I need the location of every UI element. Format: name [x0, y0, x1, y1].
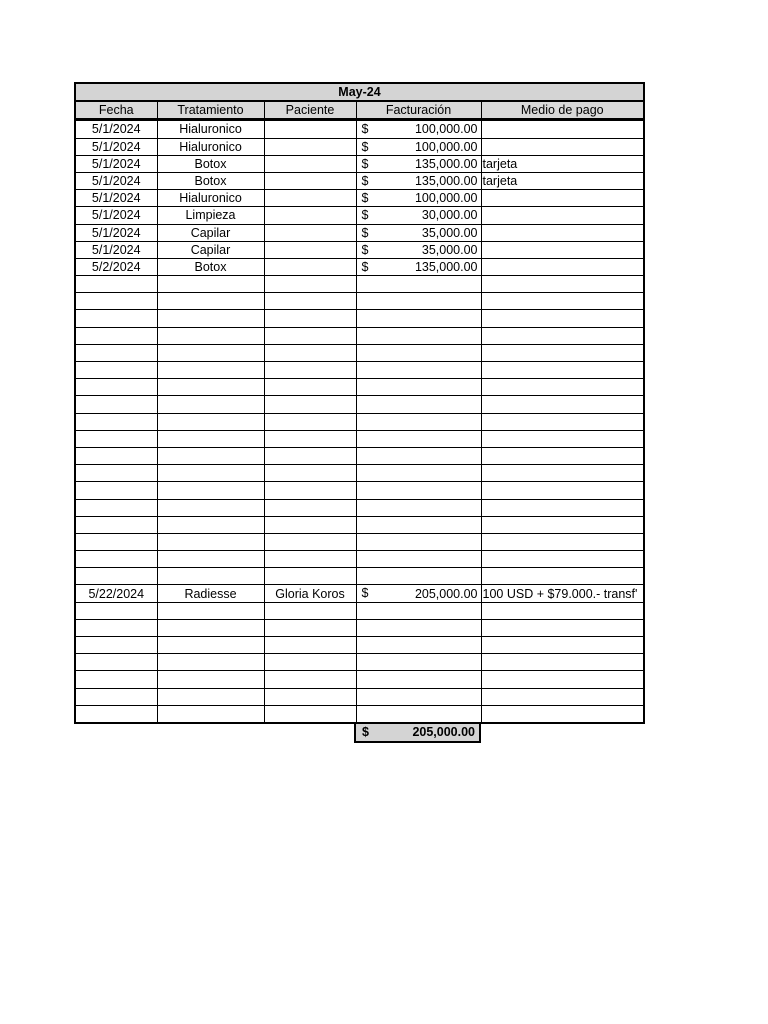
cell-facturacion[interactable]	[356, 430, 481, 447]
cell-medio-de-pago[interactable]	[481, 224, 644, 241]
cell-medio-de-pago[interactable]	[481, 705, 644, 723]
cell-facturacion[interactable]	[356, 396, 481, 413]
cell-fecha[interactable]: 5/22/2024	[75, 585, 157, 602]
cell-paciente[interactable]: Gloria Koros	[264, 585, 356, 602]
table-row	[75, 619, 644, 636]
cell-paciente[interactable]	[264, 619, 356, 636]
cell-medio-de-pago[interactable]: 100 USD + $79.000.- transf'	[481, 585, 644, 602]
cell-paciente[interactable]	[264, 310, 356, 327]
cell-facturacion[interactable]	[356, 155, 481, 172]
cell-fecha[interactable]	[75, 482, 157, 499]
cell-fecha[interactable]	[75, 688, 157, 705]
header-fecha[interactable]: Fecha	[75, 101, 157, 120]
cell-tratamiento[interactable]	[157, 482, 264, 499]
table-row	[75, 568, 644, 585]
cell-tratamiento[interactable]	[157, 327, 264, 344]
table-row	[75, 138, 644, 155]
amount-value: 100,000.00	[414, 122, 478, 137]
cell-fecha[interactable]: 5/1/2024	[75, 224, 157, 241]
cell-tratamiento[interactable]	[157, 362, 264, 379]
cell-paciente[interactable]	[264, 430, 356, 447]
table-row	[75, 551, 644, 568]
amount-value: 135,000.00	[414, 174, 478, 189]
cell-fecha[interactable]	[75, 654, 157, 671]
cell-fecha[interactable]	[75, 413, 157, 430]
cell-medio-de-pago[interactable]	[481, 276, 644, 293]
cell-fecha[interactable]	[75, 293, 157, 310]
cell-tratamiento[interactable]: Limpieza	[157, 207, 264, 224]
cell-tratamiento[interactable]: Botox	[157, 258, 264, 275]
sheet-title[interactable]: May-24	[75, 83, 644, 101]
cell-paciente[interactable]	[264, 155, 356, 172]
table-row	[75, 207, 644, 224]
cell-medio-de-pago[interactable]	[481, 551, 644, 568]
cell-facturacion[interactable]	[356, 293, 481, 310]
cell-fecha[interactable]	[75, 637, 157, 654]
cell-medio-de-pago[interactable]	[481, 207, 644, 224]
cell-facturacion[interactable]	[356, 138, 481, 155]
cell-paciente[interactable]	[264, 379, 356, 396]
cell-paciente[interactable]	[264, 447, 356, 464]
header-medio-de-pago[interactable]: Medio de pago	[481, 101, 644, 120]
header-tratamiento[interactable]: Tratamiento	[157, 101, 264, 120]
cell-medio-de-pago[interactable]	[481, 619, 644, 636]
total-currency: $	[362, 725, 369, 739]
cell-medio-de-pago[interactable]	[481, 310, 644, 327]
cell-paciente[interactable]	[264, 602, 356, 619]
cell-facturacion[interactable]	[356, 327, 481, 344]
table-row	[75, 276, 644, 293]
cell-medio-de-pago[interactable]	[481, 482, 644, 499]
cell-paciente[interactable]	[264, 120, 356, 138]
total-cell[interactable]	[354, 722, 481, 743]
table-row	[75, 396, 644, 413]
table-row	[75, 120, 644, 138]
cell-tratamiento[interactable]: Capilar	[157, 241, 264, 258]
cell-tratamiento[interactable]: Botox	[157, 155, 264, 172]
sheet-body	[75, 120, 644, 723]
cell-tratamiento[interactable]	[157, 293, 264, 310]
cell-medio-de-pago[interactable]	[481, 293, 644, 310]
amount-value: 35,000.00	[421, 242, 478, 257]
cell-medio-de-pago[interactable]	[481, 344, 644, 361]
cell-medio-de-pago[interactable]	[481, 637, 644, 654]
cell-fecha[interactable]	[75, 327, 157, 344]
cell-fecha[interactable]	[75, 533, 157, 550]
cell-tratamiento[interactable]	[157, 396, 264, 413]
cell-medio-de-pago[interactable]	[481, 138, 644, 155]
cell-medio-de-pago[interactable]	[481, 688, 644, 705]
cell-fecha[interactable]: 5/1/2024	[75, 172, 157, 189]
cell-paciente[interactable]	[264, 465, 356, 482]
cell-facturacion[interactable]	[356, 379, 481, 396]
table-row	[75, 344, 644, 361]
cell-medio-de-pago[interactable]: tarjeta	[481, 155, 644, 172]
cell-fecha[interactable]: 5/1/2024	[75, 190, 157, 207]
cell-fecha[interactable]	[75, 499, 157, 516]
cell-medio-de-pago[interactable]	[481, 447, 644, 464]
table-row	[75, 482, 644, 499]
cell-tratamiento[interactable]: Hialuronico	[157, 138, 264, 155]
cell-fecha[interactable]	[75, 619, 157, 636]
cell-paciente[interactable]	[264, 224, 356, 241]
currency-symbol: $	[361, 242, 369, 257]
table-row	[75, 688, 644, 705]
cell-medio-de-pago[interactable]	[481, 396, 644, 413]
amount-value: 135,000.00	[414, 156, 478, 171]
cell-fecha[interactable]: 5/2/2024	[75, 258, 157, 275]
cell-facturacion[interactable]	[356, 447, 481, 464]
cell-tratamiento[interactable]	[157, 533, 264, 550]
cell-paciente[interactable]	[264, 637, 356, 654]
cell-facturacion[interactable]	[356, 172, 481, 189]
cell-medio-de-pago[interactable]	[481, 430, 644, 447]
cell-medio-de-pago[interactable]	[481, 533, 644, 550]
cell-facturacion[interactable]	[356, 344, 481, 361]
table-row	[75, 362, 644, 379]
cell-paciente[interactable]	[264, 276, 356, 293]
cell-tratamiento[interactable]	[157, 671, 264, 688]
amount-value: 30,000.00	[421, 208, 478, 223]
cell-facturacion[interactable]	[356, 602, 481, 619]
cell-facturacion[interactable]	[356, 688, 481, 705]
cell-medio-de-pago[interactable]	[481, 499, 644, 516]
currency-symbol: $	[361, 191, 369, 206]
table-row	[75, 379, 644, 396]
cell-medio-de-pago[interactable]	[481, 516, 644, 533]
cell-paciente[interactable]	[264, 396, 356, 413]
cell-facturacion[interactable]	[356, 413, 481, 430]
cell-fecha[interactable]	[75, 568, 157, 585]
cell-facturacion[interactable]	[356, 654, 481, 671]
cell-fecha[interactable]: 5/1/2024	[75, 138, 157, 155]
header-paciente[interactable]: Paciente	[264, 101, 356, 120]
cell-medio-de-pago[interactable]	[481, 602, 644, 619]
currency-symbol: $	[361, 208, 369, 223]
cell-facturacion[interactable]	[356, 619, 481, 636]
cell-tratamiento[interactable]	[157, 705, 264, 723]
currency-symbol: $	[361, 139, 369, 154]
cell-tratamiento[interactable]	[157, 413, 264, 430]
cell-medio-de-pago[interactable]	[481, 465, 644, 482]
cell-tratamiento[interactable]	[157, 568, 264, 585]
currency-symbol: $	[361, 259, 369, 274]
cell-paciente[interactable]	[264, 172, 356, 189]
cell-paciente[interactable]	[264, 258, 356, 275]
cell-paciente[interactable]	[264, 568, 356, 585]
cell-fecha[interactable]: 5/1/2024	[75, 207, 157, 224]
cell-fecha[interactable]	[75, 379, 157, 396]
cell-paciente[interactable]	[264, 705, 356, 723]
cell-tratamiento[interactable]	[157, 465, 264, 482]
cell-facturacion[interactable]	[356, 120, 481, 138]
cell-facturacion[interactable]	[356, 258, 481, 275]
cell-paciente[interactable]	[264, 293, 356, 310]
table-row	[75, 413, 644, 430]
cell-facturacion[interactable]	[356, 276, 481, 293]
amount-value: 35,000.00	[421, 225, 478, 240]
table-row	[75, 224, 644, 241]
cell-medio-de-pago[interactable]	[481, 362, 644, 379]
cell-fecha[interactable]	[75, 310, 157, 327]
cell-paciente[interactable]	[264, 241, 356, 258]
currency-symbol: $	[361, 122, 369, 137]
cell-facturacion[interactable]	[356, 465, 481, 482]
table-row	[75, 430, 644, 447]
cell-medio-de-pago[interactable]	[481, 671, 644, 688]
cell-medio-de-pago[interactable]	[481, 654, 644, 671]
billing-sheet	[74, 82, 645, 724]
cell-tratamiento[interactable]	[157, 654, 264, 671]
cell-tratamiento[interactable]	[157, 688, 264, 705]
table-row	[75, 499, 644, 516]
cell-facturacion[interactable]	[356, 585, 481, 602]
cell-paciente[interactable]	[264, 688, 356, 705]
cell-tratamiento[interactable]	[157, 499, 264, 516]
cell-fecha[interactable]	[75, 465, 157, 482]
cell-fecha[interactable]	[75, 705, 157, 723]
cell-tratamiento[interactable]: Hialuronico	[157, 190, 264, 207]
table-row	[75, 671, 644, 688]
cell-facturacion[interactable]	[356, 671, 481, 688]
header-facturacion[interactable]: Facturación	[356, 101, 481, 120]
header-row	[75, 101, 644, 120]
cell-medio-de-pago[interactable]	[481, 258, 644, 275]
cell-fecha[interactable]: 5/1/2024	[75, 120, 157, 138]
cell-tratamiento[interactable]	[157, 619, 264, 636]
cell-tratamiento[interactable]	[157, 310, 264, 327]
cell-medio-de-pago[interactable]	[481, 327, 644, 344]
cell-facturacion[interactable]	[356, 241, 481, 258]
cell-facturacion[interactable]	[356, 482, 481, 499]
cell-paciente[interactable]	[264, 533, 356, 550]
cell-tratamiento[interactable]	[157, 344, 264, 361]
cell-tratamiento[interactable]: Radiesse	[157, 585, 264, 602]
cell-fecha[interactable]	[75, 430, 157, 447]
cell-tratamiento[interactable]	[157, 637, 264, 654]
table-row	[75, 602, 644, 619]
table-row	[75, 637, 644, 654]
table-row	[75, 585, 644, 602]
currency-symbol: $	[361, 156, 369, 171]
currency-symbol: $	[361, 173, 369, 188]
cell-paciente[interactable]	[264, 413, 356, 430]
cell-paciente[interactable]	[264, 207, 356, 224]
cell-medio-de-pago[interactable]	[481, 120, 644, 138]
cell-medio-de-pago[interactable]: tarjeta	[481, 172, 644, 189]
amount-value: 100,000.00	[414, 139, 478, 154]
cell-medio-de-pago[interactable]	[481, 190, 644, 207]
cell-facturacion[interactable]	[356, 568, 481, 585]
currency-symbol: $	[361, 586, 369, 601]
cell-facturacion[interactable]	[356, 499, 481, 516]
cell-tratamiento[interactable]: Hialuronico	[157, 120, 264, 138]
cell-tratamiento[interactable]	[157, 447, 264, 464]
cell-facturacion[interactable]	[356, 190, 481, 207]
table-row	[75, 533, 644, 550]
cell-facturacion[interactable]	[356, 637, 481, 654]
cell-paciente[interactable]	[264, 482, 356, 499]
cell-fecha[interactable]	[75, 447, 157, 464]
cell-facturacion[interactable]	[356, 551, 481, 568]
cell-tratamiento[interactable]	[157, 379, 264, 396]
cell-fecha[interactable]	[75, 344, 157, 361]
amount-value: 135,000.00	[414, 259, 478, 274]
cell-fecha[interactable]	[75, 551, 157, 568]
table-row	[75, 310, 644, 327]
cell-paciente[interactable]	[264, 654, 356, 671]
cell-facturacion[interactable]	[356, 207, 481, 224]
cell-medio-de-pago[interactable]	[481, 379, 644, 396]
cell-tratamiento[interactable]: Capilar	[157, 224, 264, 241]
cell-facturacion[interactable]	[356, 224, 481, 241]
cell-tratamiento[interactable]	[157, 551, 264, 568]
cell-medio-de-pago[interactable]	[481, 568, 644, 585]
table-row	[75, 172, 644, 189]
cell-facturacion[interactable]	[356, 516, 481, 533]
table-row	[75, 190, 644, 207]
table-row	[75, 258, 644, 275]
cell-tratamiento[interactable]	[157, 276, 264, 293]
table-row	[75, 516, 644, 533]
cell-medio-de-pago[interactable]	[481, 413, 644, 430]
table-row	[75, 447, 644, 464]
amount-value: 100,000.00	[414, 191, 478, 206]
table-row	[75, 293, 644, 310]
cell-paciente[interactable]	[264, 516, 356, 533]
total-amount: 205,000.00	[412, 725, 475, 739]
cell-paciente[interactable]	[264, 362, 356, 379]
cell-paciente[interactable]	[264, 327, 356, 344]
cell-paciente[interactable]	[264, 499, 356, 516]
table-row	[75, 705, 644, 723]
cell-fecha[interactable]	[75, 516, 157, 533]
currency-symbol: $	[361, 225, 369, 240]
table-row	[75, 654, 644, 671]
cell-paciente[interactable]	[264, 344, 356, 361]
cell-fecha[interactable]	[75, 276, 157, 293]
cell-fecha[interactable]: 5/1/2024	[75, 155, 157, 172]
cell-paciente[interactable]	[264, 190, 356, 207]
amount-value: 205,000.00	[414, 586, 478, 601]
cell-medio-de-pago[interactable]	[481, 241, 644, 258]
cell-tratamiento[interactable]: Botox	[157, 172, 264, 189]
cell-fecha[interactable]: 5/1/2024	[75, 241, 157, 258]
table-row	[75, 241, 644, 258]
table-row	[75, 327, 644, 344]
table-row	[75, 155, 644, 172]
cell-fecha[interactable]	[75, 396, 157, 413]
cell-paciente[interactable]	[264, 671, 356, 688]
cell-paciente[interactable]	[264, 138, 356, 155]
cell-facturacion[interactable]	[356, 705, 481, 723]
cell-fecha[interactable]	[75, 362, 157, 379]
cell-facturacion[interactable]	[356, 310, 481, 327]
cell-fecha[interactable]	[75, 602, 157, 619]
cell-tratamiento[interactable]	[157, 602, 264, 619]
cell-facturacion[interactable]	[356, 362, 481, 379]
cell-tratamiento[interactable]	[157, 430, 264, 447]
cell-tratamiento[interactable]	[157, 516, 264, 533]
cell-fecha[interactable]	[75, 671, 157, 688]
cell-paciente[interactable]	[264, 551, 356, 568]
cell-facturacion[interactable]	[356, 533, 481, 550]
table-row	[75, 465, 644, 482]
